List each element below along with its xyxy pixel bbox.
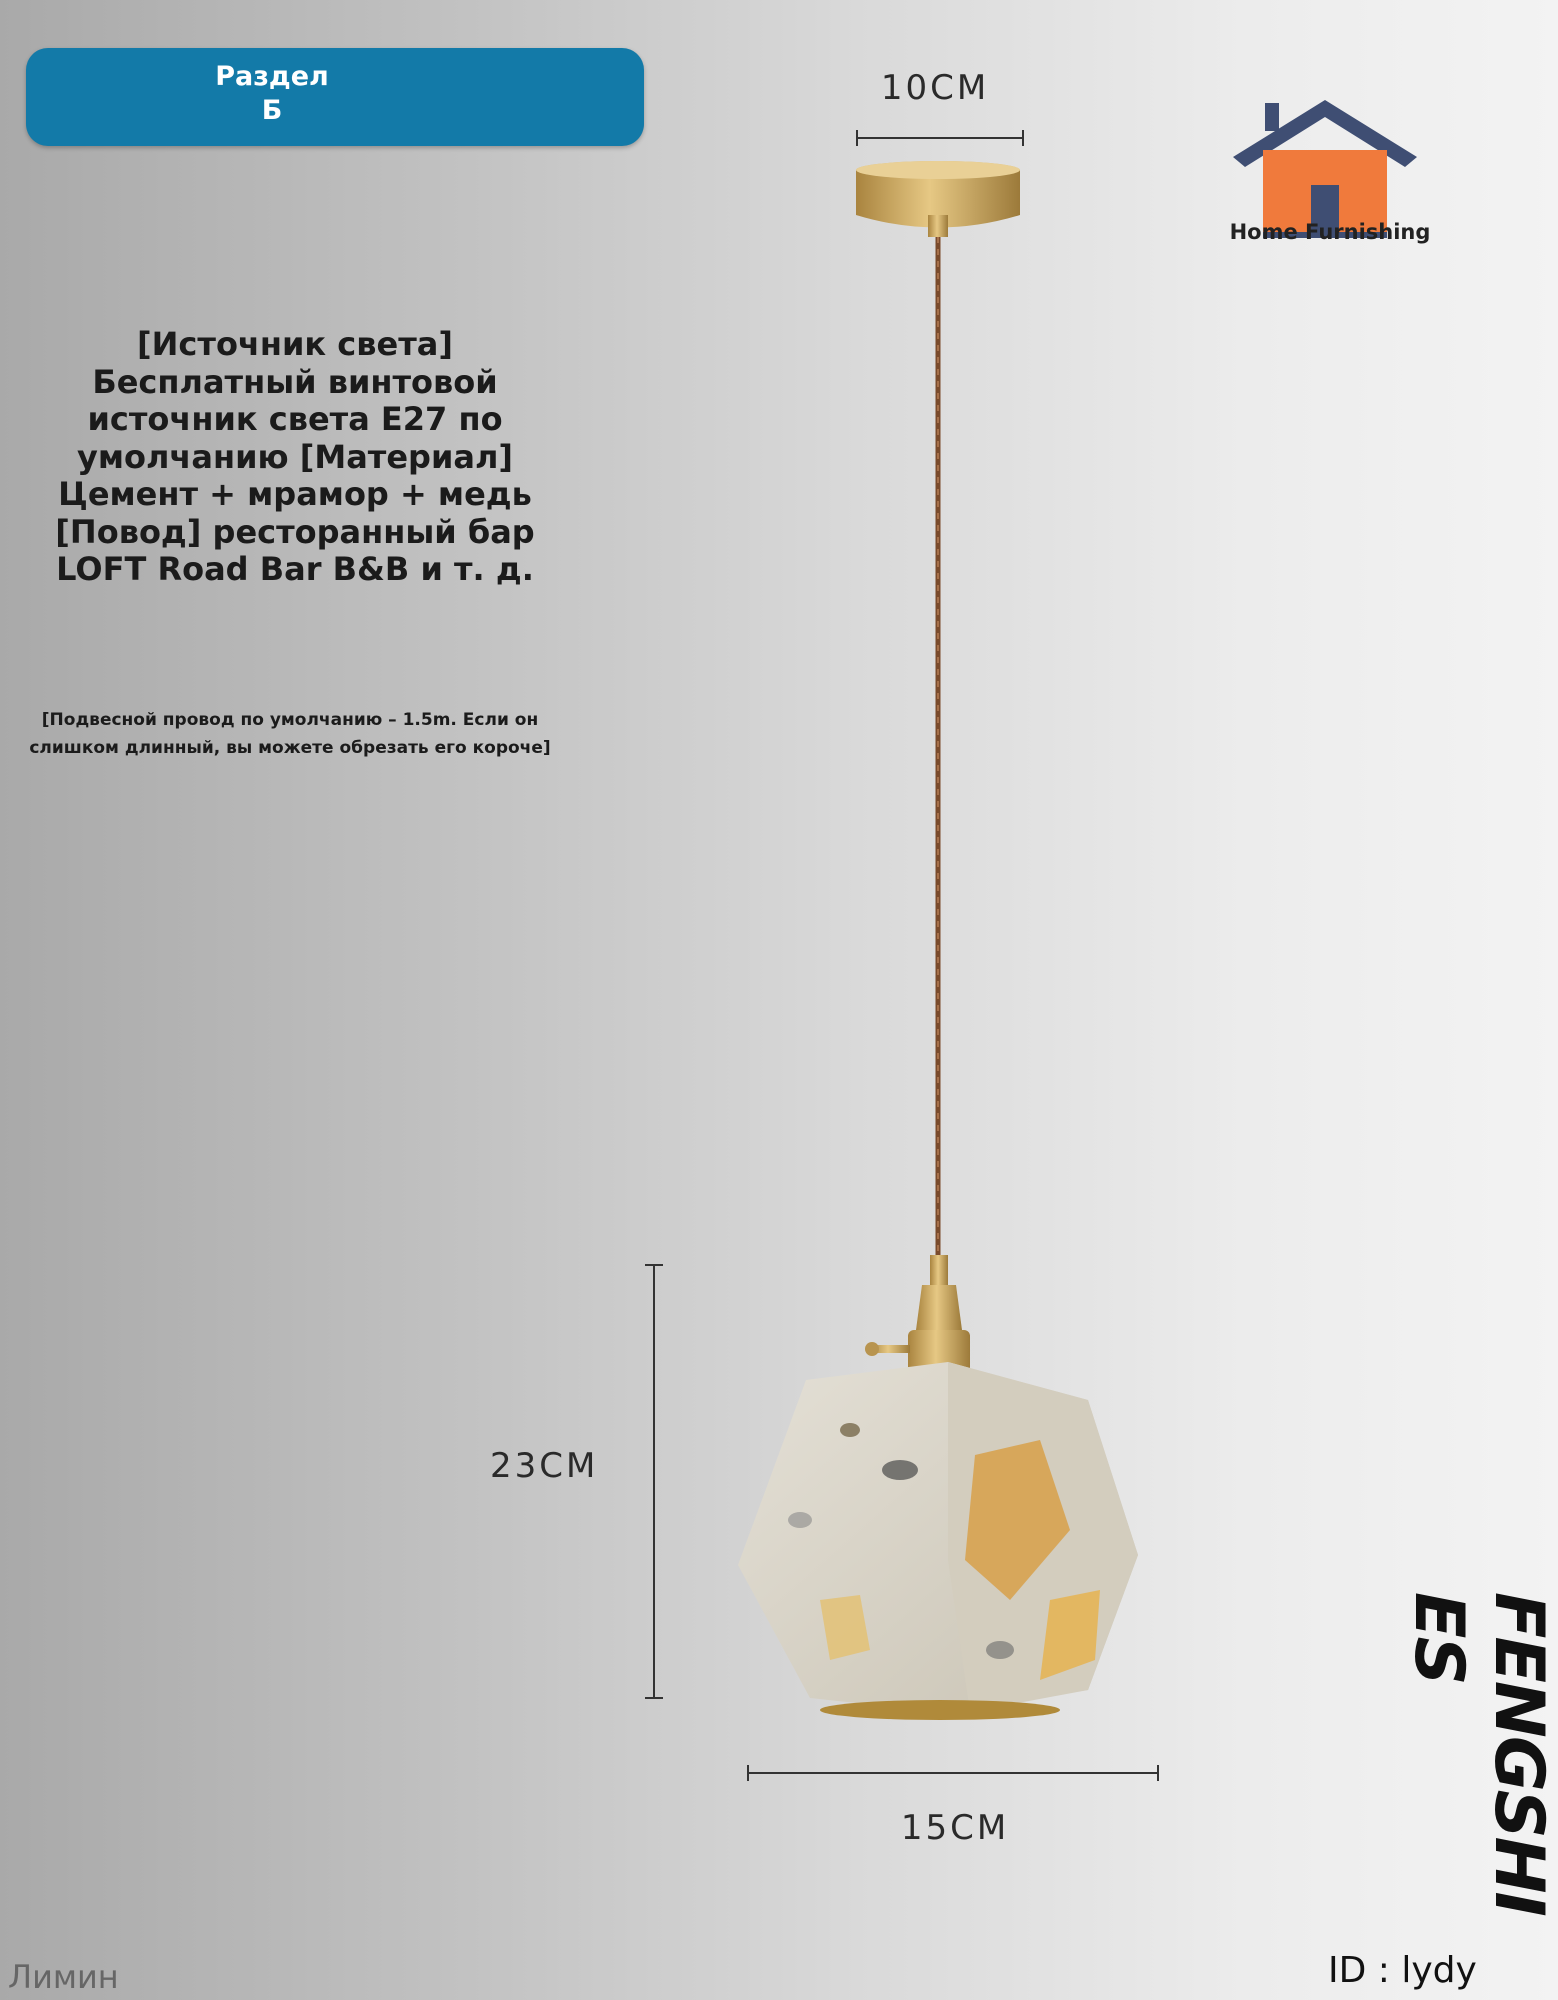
badge-line-1: Раздел — [215, 61, 329, 92]
cable-note: [Подвесной провод по умолчанию – 1.5m. Если он слишком длинный, вы можете обрезать его короче] — [29, 710, 551, 758]
watermark-left: Лимин — [8, 1958, 119, 1996]
brand-name: FENGSHI ES — [1399, 1592, 1558, 1915]
product-description: [Источник света] Бесплатный винтовой источник света E27 по умолчанию [Материал] Цемент + мрамор + медь [Повод] ресторанный бар LOFT Road Bar B&B и т. д. — [55, 325, 535, 588]
watermark-right: ID : lydy — [1328, 1950, 1477, 1991]
dimension-top-label: 10CM — [880, 68, 990, 108]
logo-text: Home Furnishing — [1229, 220, 1431, 244]
dimension-height-label: 23CM — [490, 1446, 599, 1486]
badge-line-2: Б — [261, 95, 283, 126]
dimension-bottom-label: 15CM — [900, 1808, 1010, 1848]
